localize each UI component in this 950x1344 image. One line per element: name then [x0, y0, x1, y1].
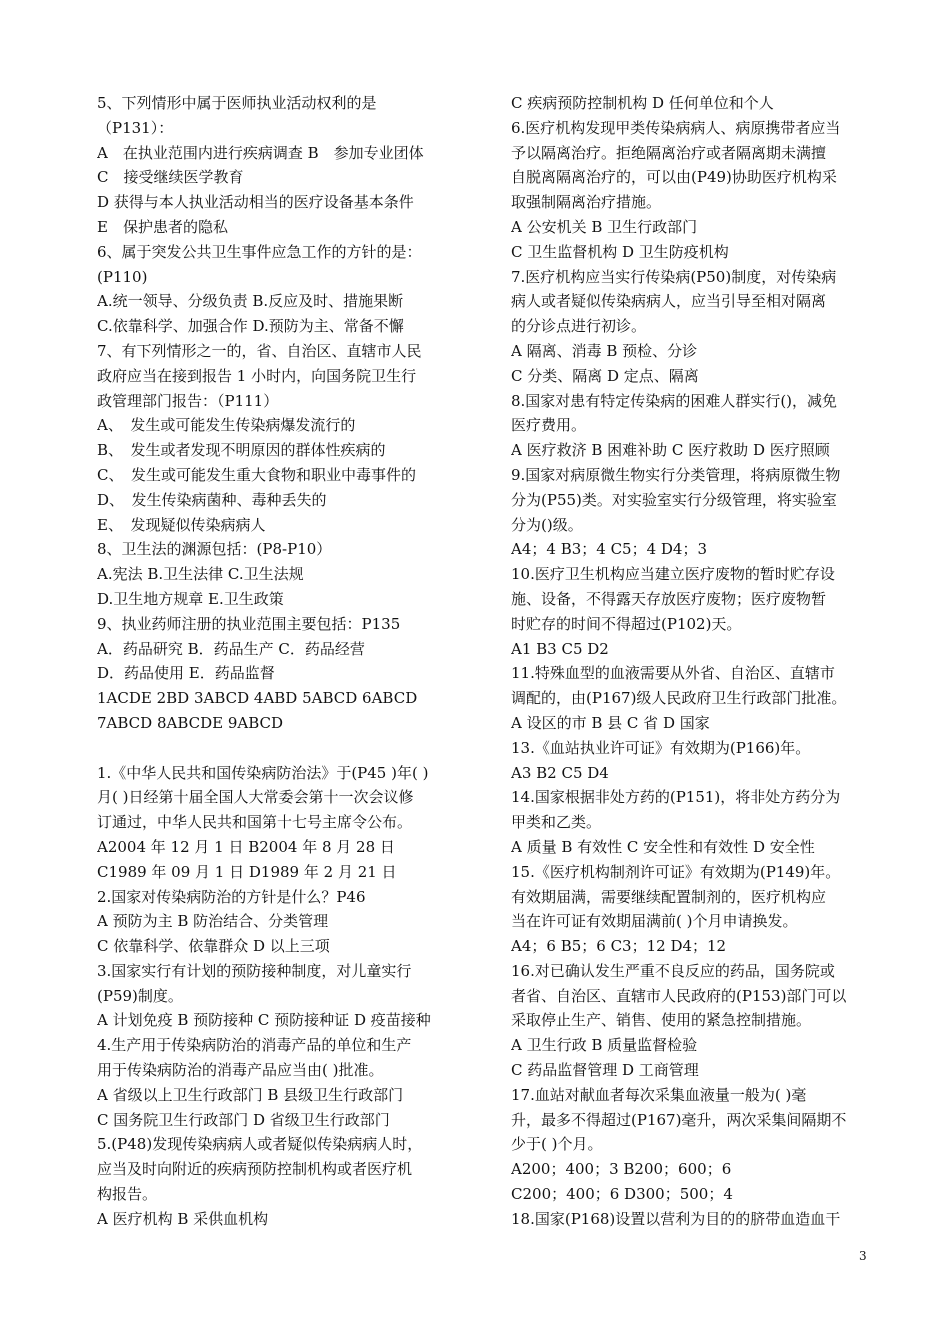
text-line: C 药品监督管理 D 工商管理 [511, 1061, 699, 1080]
text-line: （P131）： [97, 118, 174, 137]
text-line: A2004 年 12 月 1 日 B2004 年 8 月 28 日 [97, 837, 395, 856]
text-line: D.卫生地方规章 E.卫生政策 [97, 589, 284, 608]
text-line: C.依靠科学、加强合作 D.预防为主、常备不懈 [97, 317, 404, 336]
text-line [97, 736, 454, 761]
text-line: A 设区的市 B 县 C 省 D 国家 [511, 713, 710, 732]
text-line: 订通过，中华人民共和国第十七号主席令公布。 [97, 813, 413, 832]
text-line: B、 发生或者发现不明原因的群体性疾病的 [97, 441, 386, 460]
text-line: A 公安机关 B 卫生行政部门 [511, 217, 698, 236]
text-line: D 获得与本人执业活动相当的医疗设备基本条件 [97, 193, 414, 212]
text-line: 的分诊点进行初诊。 [511, 317, 647, 336]
text-line: C 依靠科学、依靠群众 D 以上三项 [97, 937, 330, 956]
text-line: D．药品使用 E．药品监督 [97, 664, 275, 683]
text-line: A 省级以上卫生行政部门 B 县级卫生行政部门 [97, 1085, 404, 1104]
text-line: C、 发生或可能发生重大食物和职业中毒事件的 [97, 465, 416, 484]
text-line: 14.国家根据非处方药的(P151)，将非处方药分为 [511, 788, 841, 807]
text-line: 少于( )个月。 [511, 1135, 603, 1154]
text-line: 用于传染病防治的消毒产品应当由( )批准。 [97, 1061, 384, 1080]
text-line: A200；400；3 B200；600；6 [511, 1160, 732, 1179]
text-line: 4.生产用于传染病防治的消毒产品的单位和生产 [97, 1036, 412, 1055]
text-line: 分为(P55)类。对实验室实行分级管理，将实验室 [511, 490, 837, 509]
text-line: A 医疗机构 B 采供血机构 [97, 1209, 269, 1228]
text-line: 政管理部门报告：（P111） [97, 391, 279, 410]
text-line: 甲类和乙类。 [511, 813, 602, 832]
text-line: 1ACDE 2BD 3ABCD 4ABD 5ABCD 6ABCD [97, 689, 418, 708]
text-line: 医疗费用。 [511, 416, 587, 435]
text-line: E、 发现疑似传染病病人 [97, 515, 266, 534]
text-line: A 在执业范围内进行疾病调查 B 参加专业团体 [97, 143, 424, 162]
text-line: (P59)制度。 [97, 986, 183, 1005]
text-line: A 预防为主 B 防治结合、分类管理 [97, 912, 329, 931]
text-line: 6.医疗机构发现甲类传染病病人、病原携带者应当 [511, 118, 841, 137]
page-number: 3 [859, 1249, 867, 1263]
text-line: 13.《血站执业许可证》有效期为(P166)年。 [511, 738, 811, 757]
text-line: A．药品研究 B．药品生产 C．药品经营 [97, 639, 365, 658]
text-line: 予以隔离治疗。拒绝隔离治疗或者隔离期未满擅 [511, 143, 827, 162]
text-line: 应当及时向附近的疾病预防控制机构或者医疗机 [97, 1160, 413, 1179]
text-line: 有效期届满，需要继续配置制剂的，医疗机构应 [511, 887, 827, 906]
text-line: 2.国家对传染病防治的方针是什么？P46 [97, 887, 366, 906]
text-line: 政府应当在接到报告 1 小时内，向国务院卫生行 [97, 366, 417, 385]
text-line: 者省、自治区、直辖市人民政府的(P153)部门可以 [511, 986, 847, 1005]
text-line: 18.国家(P168)设置以营利为目的的脐带血造血干 [511, 1209, 841, 1228]
text-line: 施、设备，不得露天存放医疗废物；医疗废物暂 [511, 589, 827, 608]
text-line: 9.国家对病原微生物实行分类管理，将病原微生物 [511, 465, 841, 484]
text-line: A、 发生或可能发生传染病爆发流行的 [97, 416, 356, 435]
text-line: 15.《医疗机构制剂许可证》有效期为(P149)年。 [511, 862, 841, 881]
text-line: 16.对已确认发生严重不良反应的药品，国务院或 [511, 961, 835, 980]
text-line: C 国务院卫生行政部门 D 省级卫生行政部门 [97, 1110, 390, 1129]
text-line: 当在许可证有效期届满前( )个月申请换发。 [511, 912, 798, 931]
text-line: (P110) [97, 267, 148, 286]
text-line: A1 B3 C5 D2 [511, 639, 609, 658]
text-line: 月( )日经第十届全国人大常委会第十一次会议修 [97, 788, 414, 807]
text-line: 10.医疗卫生机构应当建立医疗废物的暂时贮存设 [511, 565, 835, 584]
text-line: A 质量 B 有效性 C 安全性和有效性 D 安全性 [511, 837, 815, 856]
right-text-column [511, 91, 868, 1232]
text-line: 9、执业药师注册的执业范围主要包括：P135 [97, 614, 401, 633]
text-line: 升，最多不得超过(P167)毫升，两次采集间隔期不 [511, 1110, 847, 1129]
text-line: 构报告。 [97, 1185, 158, 1204]
text-line: C 卫生监督机构 D 卫生防疫机构 [511, 242, 729, 261]
text-line: 取强制隔离治疗措施。 [511, 193, 662, 212]
text-line: 17.血站对献血者每次采集血液量一般为( )毫 [511, 1085, 807, 1104]
text-line: 7ABCD 8ABCDE 9ABCD [97, 713, 284, 732]
text-line: A4；6 B5；6 C3；12 D4；12 [511, 937, 727, 956]
text-line: A 隔离、消毒 B 预检、分诊 [511, 341, 698, 360]
text-line: 病人或者疑似传染病病人，应当引导至相对隔离 [511, 292, 827, 311]
text-line: 8.国家对患有特定传染病的困难人群实行()，减免 [511, 391, 838, 410]
text-line: 7.医疗机构应当实行传染病(P50)制度，对传染病 [511, 267, 837, 286]
text-line: 5、下列情形中属于医师执业活动权利的是 [97, 94, 377, 112]
text-line: A4；4 B3；4 C5；4 D4；3 [511, 540, 708, 559]
text-line: 自脱离隔离治疗的，可以由(P49)协助医疗机构采 [511, 168, 837, 187]
text-line: E 保护患者的隐私 [97, 217, 228, 236]
text-line: C1989 年 09 月 1 日 D1989 年 2 月 21 日 [97, 862, 397, 881]
text-line: 6、属于突发公共卫生事件应急工作的方针的是： [97, 242, 422, 261]
text-line: A 卫生行政 B 质量监督检验 [511, 1036, 698, 1055]
text-line: 调配的，由(P167)级人民政府卫生行政部门批准。 [511, 689, 847, 708]
text-line: 3.国家实行有计划的预防接种制度，对儿童实行 [97, 961, 412, 980]
text-line: 时贮存的时间不得超过(P102)天。 [511, 614, 742, 633]
text-line: C 接受继续医学教育 [97, 168, 244, 187]
text-line: C 疾病预防控制机构 D 任何单位和个人 [511, 94, 774, 112]
text-line: C 分类、隔离 D 定点、隔离 [511, 366, 699, 385]
text-line: 采取停止生产、销售、使用的紧急控制措施。 [511, 1011, 812, 1030]
text-line: C200；400；6 D300；500；4 [511, 1185, 733, 1204]
text-line: 5.(P48)发现传染病病人或者疑似传染病病人时， [97, 1135, 423, 1154]
text-line: A.统一领导、分级负责 B.反应及时、措施果断 [97, 292, 404, 311]
text-line: A 计划免疫 B 预防接种 C 预防接种证 D 疫苗接种 [97, 1011, 431, 1030]
text-line: 7、有下列情形之一的，省、自治区、直辖市人民 [97, 341, 422, 360]
text-line: D、 发生传染病菌种、毒种丢失的 [97, 490, 327, 509]
text-line: 分为()级。 [511, 515, 583, 534]
text-line: 1.《中华人民共和国传染病防治法》于(P45 )年( ) [97, 763, 429, 782]
text-line: A 医疗救济 B 困难补助 C 医疗救助 D 医疗照顾 [511, 441, 830, 460]
text-line: 8、卫生法的渊源包括：(P8-P10） [97, 540, 332, 559]
text-line: A.宪法 B.卫生法律 C.卫生法规 [97, 565, 304, 584]
text-line: 11.特殊血型的血液需要从外省、自治区、直辖市 [511, 664, 835, 683]
text-line: A3 B2 C5 D4 [511, 763, 609, 782]
left-text-column [97, 91, 454, 1232]
